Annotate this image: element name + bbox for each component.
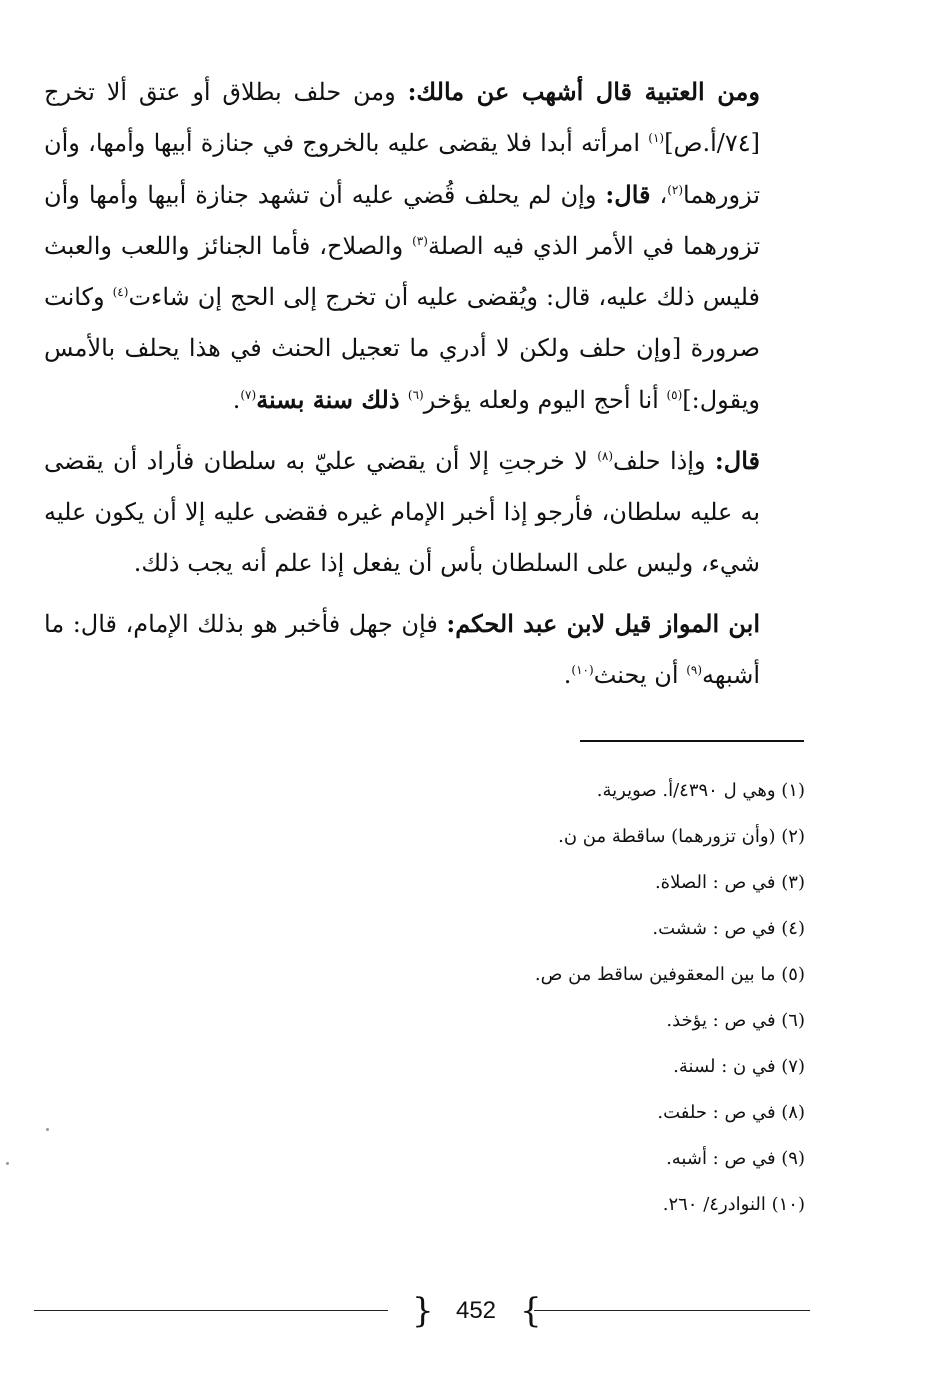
text-run: فإن جهل فأخبر هو بذلك الإمام، قال: ما أشبهه bbox=[44, 610, 760, 689]
scan-speck bbox=[46, 1128, 49, 1131]
text-run: . bbox=[563, 661, 572, 689]
text-run: وكانت صرورة [وإن حلف ولكن لا أدري ما تعجيل الحنث في هذا يحلف بالأمس ويقول:] bbox=[44, 283, 760, 414]
footnote-10: (١٠) النوادر٤/ ٢٦٠. bbox=[662, 1194, 805, 1215]
page-number-footer bbox=[34, 1292, 810, 1332]
text-run: أن يحنث bbox=[593, 661, 687, 689]
footnote-marker: (٩) bbox=[686, 663, 703, 677]
footnote-1: (١) وهي ل ٤٣٩٠/أ. صويرية. bbox=[596, 780, 805, 801]
main-text bbox=[44, 66, 760, 710]
text-run: وإذا حلف bbox=[613, 447, 715, 475]
page-number: 452 bbox=[455, 1297, 497, 1324]
footnote-marker: (٤) bbox=[112, 285, 129, 299]
paragraph-2 bbox=[44, 435, 760, 589]
paragraph-1 bbox=[44, 66, 760, 426]
text-run: أنا أحج اليوم ولعله يؤخر bbox=[423, 386, 667, 414]
footnote-4: (٤) في ص : ششت. bbox=[652, 918, 805, 939]
bold-phrase: قال: bbox=[605, 180, 651, 209]
footnote-marker: (٥) bbox=[666, 388, 683, 402]
text-run: ومن حلف بطلاق أو عتق ألا تخرج [٧٤/أ.ص] bbox=[44, 78, 760, 157]
footnotes bbox=[400, 768, 805, 1228]
footnote-marker: (٢) bbox=[667, 183, 684, 197]
footnote-marker: (٣) bbox=[412, 234, 428, 248]
text-run: . bbox=[232, 386, 241, 414]
bold-phrase: قال: bbox=[714, 446, 760, 475]
footnote-7: (٧) في ن : لسنة. bbox=[673, 1056, 805, 1077]
scan-speck bbox=[6, 1162, 9, 1165]
bold-phrase: ومن العتبية قال أشهب عن مالك: bbox=[407, 77, 760, 106]
footnote-6: (٦) في ص : يؤخذ. bbox=[666, 1010, 805, 1031]
footnote-marker: (٧) bbox=[240, 388, 257, 402]
bold-phrase: ابن المواز قيل لابن عبد الحكم: bbox=[446, 609, 760, 638]
footnote-marker: (١٠) bbox=[571, 663, 594, 677]
text-run: والصلاح، فأما الجنائز واللعب والعبث فليس ذلك عليه، قال: ويُقضى عليه أن تخرج إلى الحج إن شاءت bbox=[44, 232, 760, 311]
text-run: لا خرجتِ إلا أن يقضي عليّ به سلطان فأراد أن يقضى به عليه سلطان، فأرجو إذا أخبر الإمام غيره فقضى عليه إلا أن يكون عليه شيء، وليس على السلطان بأس أن يفعل إذا علم أنه يجب ذلك. bbox=[44, 447, 760, 577]
page-number-bracket-left: { bbox=[412, 1291, 434, 1331]
footer-rule-left bbox=[34, 1310, 388, 1311]
text-run: امرأته أبدا فلا يقضى عليه بالخروج في جنازة أبيها وأمها، وأن تزورهما bbox=[44, 129, 760, 209]
footnote-marker: (٦) bbox=[407, 388, 424, 402]
footnote-5: (٥) ما بين المعقوفين ساقط من ص. bbox=[534, 964, 805, 985]
footnote-separator bbox=[580, 740, 804, 742]
footer-rule-right bbox=[534, 1310, 810, 1311]
text-run: وإن لم يحلف قُضي عليه أن تشهد جنازة أبيها وأمها وأن تزورهما في الأمر الذي فيه الصلة bbox=[44, 181, 760, 260]
paragraph-3 bbox=[44, 598, 760, 701]
bold-phrase: ذلك سنة بسنة bbox=[256, 385, 408, 414]
footnote-2: (٢) (وأن تزورهما) ساقطة من ن. bbox=[558, 826, 805, 847]
page-number-bracket-right: } bbox=[520, 1291, 542, 1331]
footnote-9: (٩) في ص : أشبه. bbox=[666, 1148, 805, 1169]
footnote-marker: (٨) bbox=[597, 449, 614, 463]
footnote-marker: (١) bbox=[648, 131, 665, 145]
footnote-8: (٨) في ص : حلفت. bbox=[657, 1102, 805, 1123]
footnote-3: (٣) في ص : الصلاة. bbox=[654, 872, 805, 893]
text-run: ، bbox=[650, 181, 668, 209]
